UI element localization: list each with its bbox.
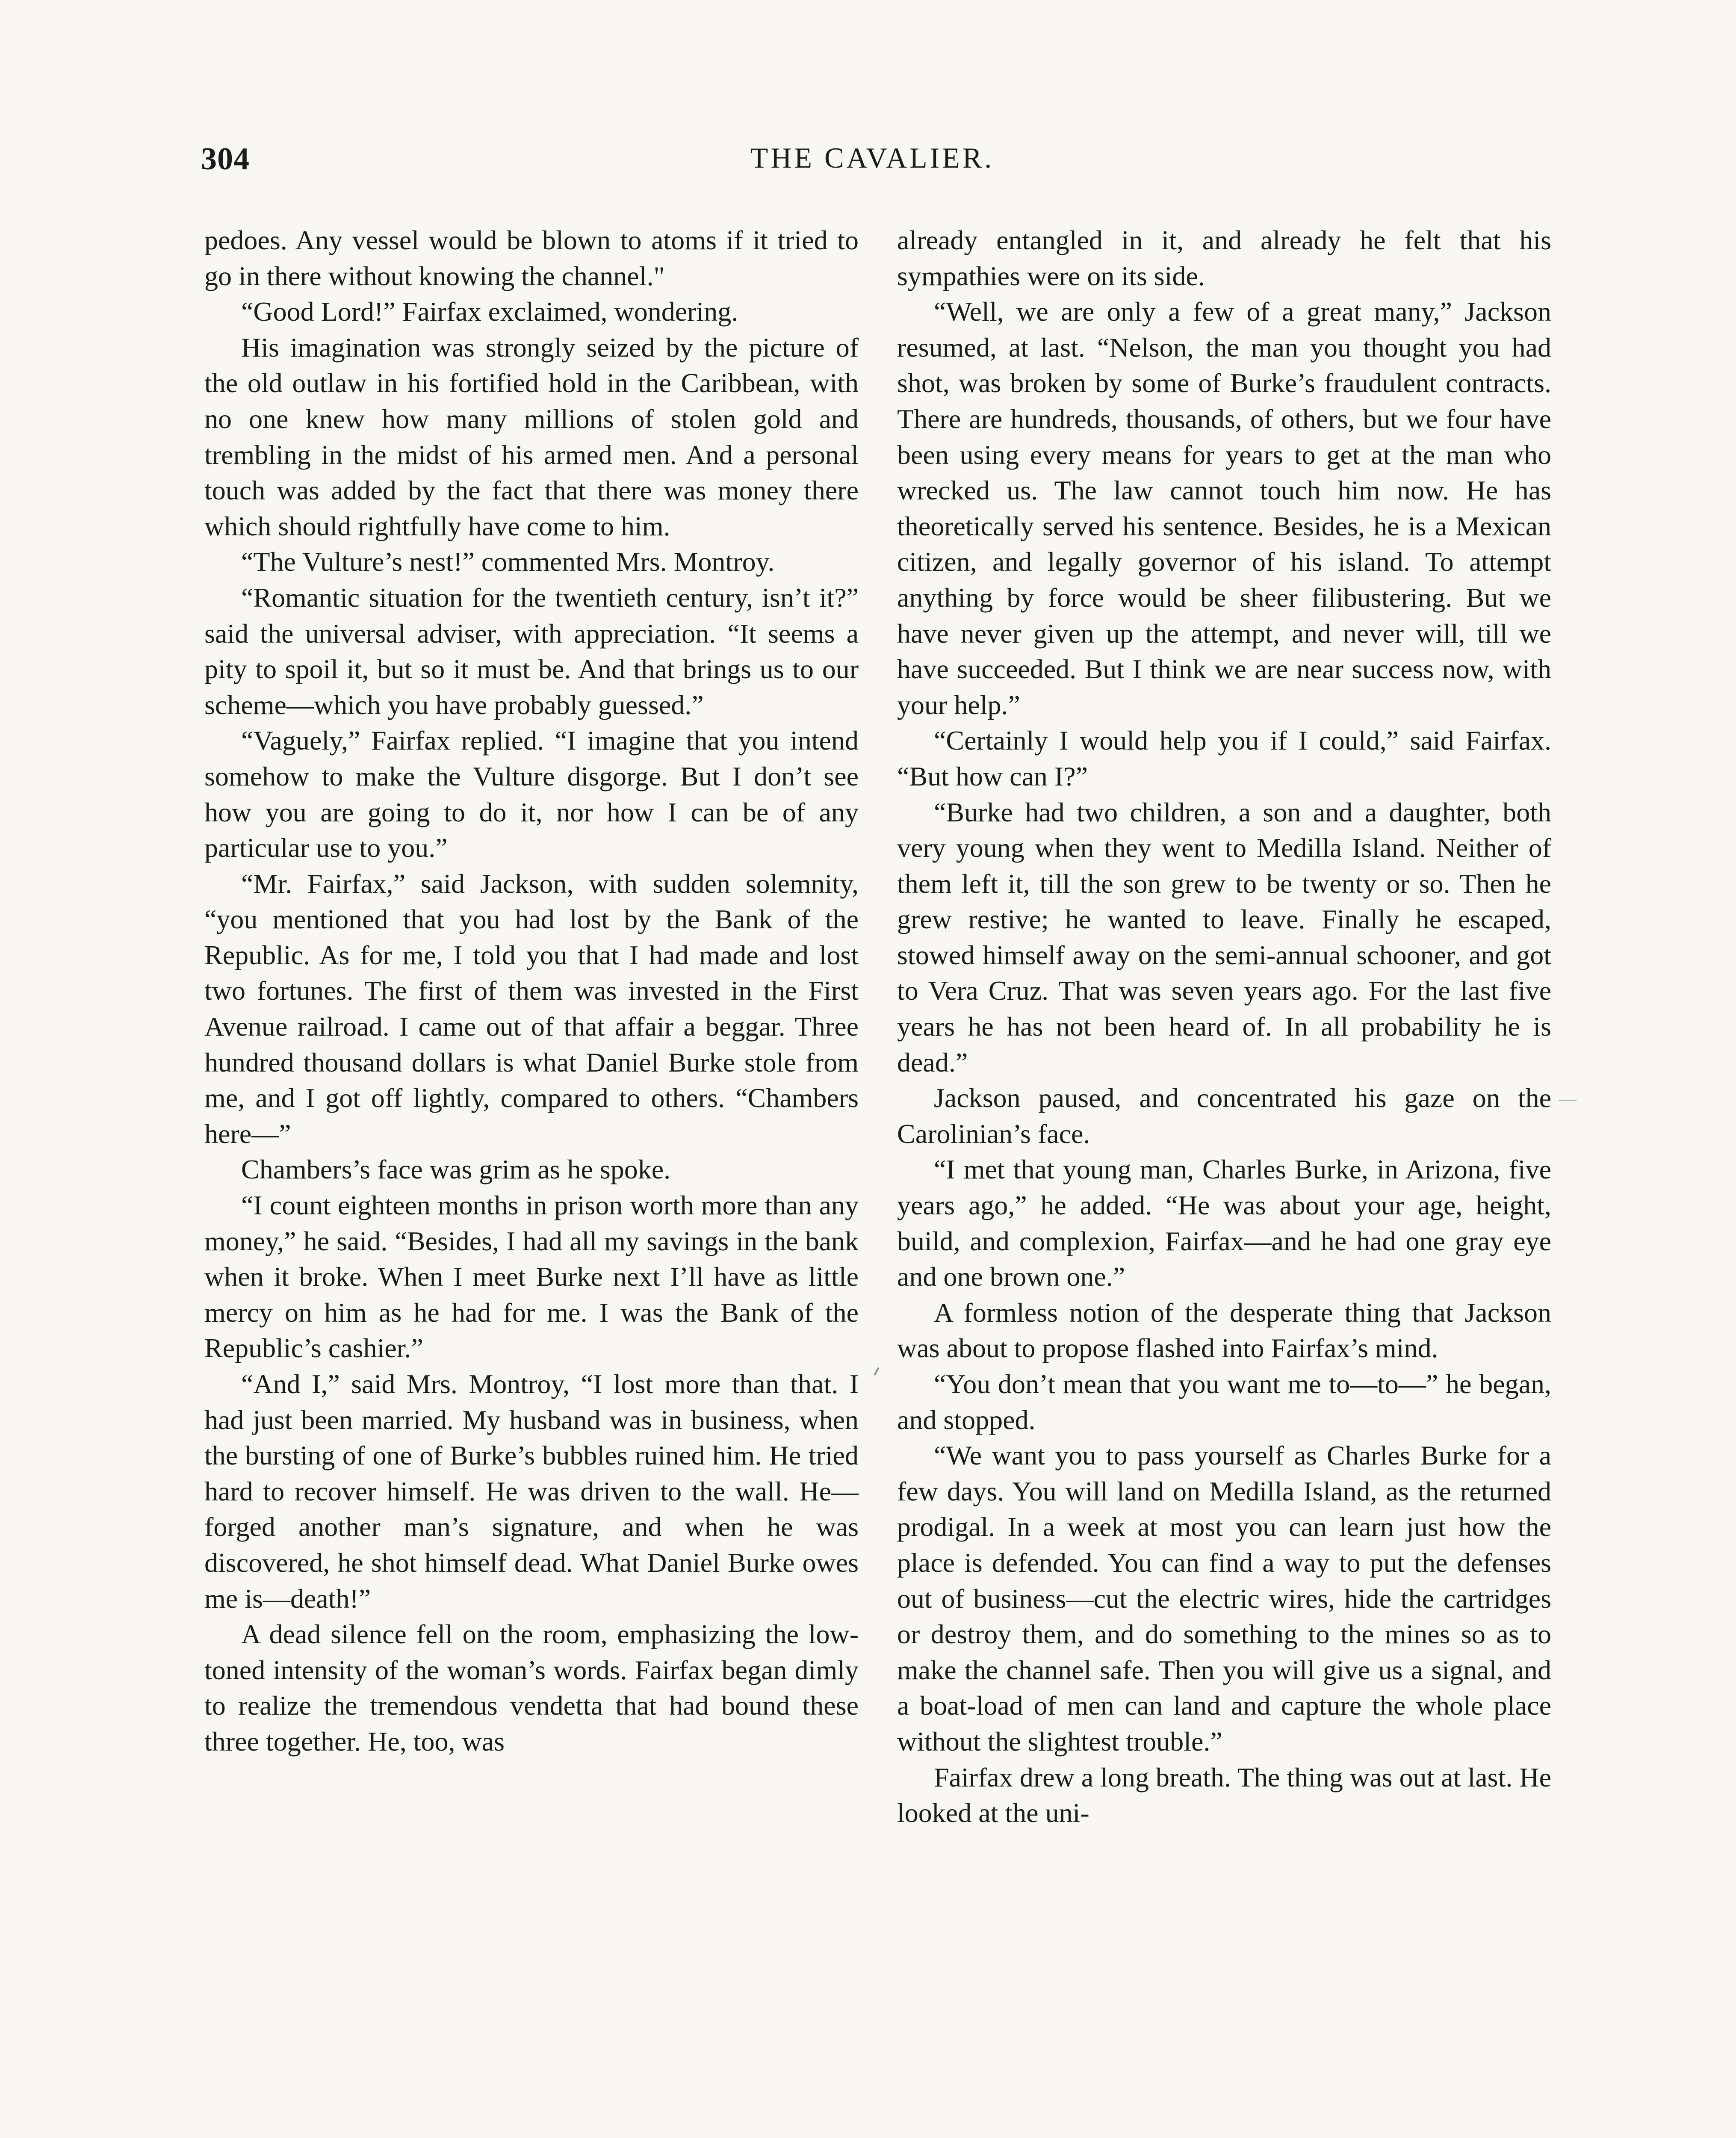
paragraph: “I count eighteen months in prison worth more than any money,” he said. “Besides, I had all my savings in the bank when it broke. When I meet Burke next I’ll have as little mercy on him as he had for me. I was the Bank of the Republic’s cashier.”: [204, 1190, 859, 1364]
left-column: [204, 222, 859, 1760]
paragraph: His imagination was strongly seized by the picture of the old outlaw in his fortified hold in the Caribbean, with no one knew how many millions of stolen gold and trembling in the midst of his armed men. And a personal touch was added by the fact that there was money there which should rightfully have come to him.: [204, 332, 859, 541]
paragraph: “Burke had two children, a son and a daughter, both very young when they went to Medilla Island. Neither of them left it, till the son grew to be twenty or so. Then he grew restive; he wanted to leave. Finally he escaped, stowed himself away on the semi-annual schooner, and got to Vera Cruz. That was seven years ago. For the last five years he has not been heard of. In all probability he is dead.”: [897, 797, 1551, 1078]
paragraph: pedoes. Any vessel would be blown to atoms if it tried to go in there without knowing the channel.": [204, 225, 859, 291]
page-number: 304: [201, 142, 250, 177]
paragraph: already entangled in it, and already he felt that his sympathies were on its side.: [897, 225, 1551, 291]
paragraph: Chambers’s face was grim as he spoke.: [241, 1154, 671, 1185]
paragraph: “We want you to pass yourself as Charles Burke for a few days. You will land on Medilla Island, as the returned prodigal. In a week at most you can learn just how the place is defended. You can find a way to put the defenses out of business—cut the electric wires, hide the cartridges or destroy them, and do something to the mines so as to make the channel safe. Then you will give us a signal, and a boat-load of men can land and capture the whole place without the slightest trouble.”: [897, 1440, 1551, 1757]
paragraph: “Certainly I would help you if I could,” said Fairfax. “But how can I?”: [897, 725, 1551, 791]
paragraph: “Well, we are only a few of a great many,” Jackson resumed, at last. “Nelson, the man you thought you had shot, was broken by some of Burke’s fraudulent contracts. There are hundreds, thousands, of others, but we four have been using every means for years to get at the man who wrecked us. The law cannot touch him now. He has theoretically served his sentence. Besides, he is a Mexican citizen, and legally governor of his island. To attempt anything by force would be sheer filibustering. But we have never given up the attempt, and never will, till we have succeeded. But I think we are near success now, with your help.”: [897, 296, 1551, 720]
paragraph: Fairfax drew a long breath. The thing was out at last. He looked at the uni-: [897, 1762, 1551, 1828]
margin-mark: [1559, 1100, 1577, 1101]
right-column: [897, 222, 1551, 1831]
paragraph: “Vaguely,” Fairfax replied. “I imagine that you intend somehow to make the Vulture disgorge. But I don’t see how you are going to do it, nor how I can be of any particular use to you.”: [204, 725, 859, 863]
paragraph: “And I,” said Mrs. Montroy, “I lost more than that. I had just been married. My husband was in business, when the bursting of one of Burke’s bubbles ruined him. He tried hard to recover himself. He was driven to the wall. He—forged another man’s signature, and when he was discovered, he shot himself dead. What Daniel Burke owes me is—death!”: [204, 1369, 859, 1614]
paragraph: A formless notion of the desperate thing that Jackson was about to propose flashed into Fairfax’s mind.: [897, 1297, 1551, 1364]
paragraph: “I met that young man, Charles Burke, in Arizona, five years ago,” he added. “He was about your age, height, build, and complexion, Fairfax—and he had one gray eye and one brown one.”: [897, 1154, 1551, 1292]
paragraph: “Romantic situation for the twentieth century, isn’t it?” said the universal adviser, with appreciation. “It seems a pity to spoil it, but so it must be. And that brings us to our scheme—which you have probably guessed.”: [204, 582, 859, 720]
paragraph: A dead silence fell on the room, emphasizing the low-toned intensity of the woman’s words. Fairfax began dimly to realize the tremendous vendetta that had bound these three together. He, too, was: [204, 1619, 859, 1757]
paragraph: “You don’t mean that you want me to—to—” he began, and stopped.: [897, 1369, 1551, 1435]
paragraph: “Mr. Fairfax,” said Jackson, with sudden solemnity, “you mentioned that you had lost by the Bank of the Republic. As for me, I told you that I had made and lost two fortunes. The first of them was invested in the First Avenue railroad. I came out of that affair a beggar. Three hundred thousand dollars is what Daniel Burke stole from me, and I got off lightly, compared to others. “Chambers here—”: [204, 868, 859, 1149]
paragraph: “Good Lord!” Fairfax exclaimed, wondering.: [241, 296, 738, 327]
paragraph: “The Vulture’s nest!” commented Mrs. Montroy.: [241, 546, 775, 577]
paragraph: Jackson paused, and concentrated his gaze on the Carolinian’s face.: [897, 1083, 1551, 1149]
margin-mark: [874, 1367, 880, 1376]
running-head: THE CAVALIER.: [750, 142, 995, 174]
